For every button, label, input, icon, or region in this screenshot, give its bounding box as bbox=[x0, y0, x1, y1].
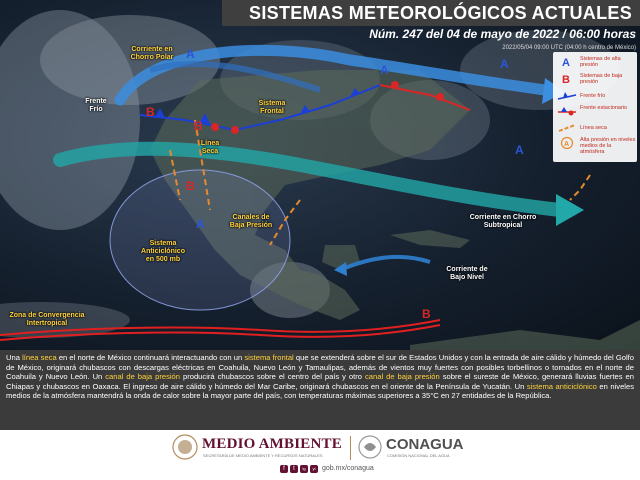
desc-highlight-anticyclone: sistema anticiclónico bbox=[526, 381, 597, 391]
medio-ambiente-name: MEDIO AMBIENTE bbox=[202, 436, 342, 452]
desc-text-5: sobre el sureste de México, generará lluvias fuertes en Chiapas y chubascos en Oaxaca. El ingreso de aire cálido y húmedo del Mar Caribe, originará chubascos en el oriente de la Península de Yucatán. Un bbox=[6, 372, 634, 391]
svg-text:A: A bbox=[564, 141, 570, 148]
conagua-logo-icon bbox=[358, 435, 382, 459]
high-pressure-marker-2: A bbox=[380, 63, 389, 77]
stationary-front-icon bbox=[556, 104, 578, 118]
legend-label-mid-high: Alta presión en niveles medios de la atmósfera bbox=[580, 137, 636, 155]
medio-ambiente-subtitle: SECRETARÍA DE MEDIO AMBIENTE Y RECURSOS NATURALES bbox=[203, 453, 323, 458]
desc-highlight-frontal-system: sistema frontal bbox=[244, 353, 294, 362]
legend-item-stationary bbox=[555, 104, 635, 118]
label-subtropical-jet: Corriente en Chorro Subtropical bbox=[469, 214, 537, 229]
image-timestamp: 2022/05/04 09:00 UTC (04:00 h centro de México) bbox=[502, 45, 636, 51]
high-pressure-marker-3: A bbox=[500, 57, 509, 71]
legend-item-mid-high bbox=[555, 136, 635, 160]
label-anticyclone: Sistema Anticiclónico en 500 mb bbox=[141, 240, 185, 263]
low-pressure-marker-3: B bbox=[186, 179, 195, 193]
instagram-icon[interactable]: ig bbox=[300, 465, 308, 473]
legend-item-cold-front bbox=[555, 89, 635, 103]
low-pressure-icon bbox=[556, 72, 578, 86]
high-pressure-marker-5: A bbox=[196, 217, 205, 231]
mid-level-high-icon bbox=[556, 136, 578, 150]
desc-text-4: producirá chubascos sobre el centro del país y otro bbox=[180, 372, 365, 382]
svg-text:A: A bbox=[562, 57, 570, 69]
label-itcz: Zona de Convergencia Intertropical bbox=[9, 312, 85, 327]
map-legend bbox=[553, 52, 637, 162]
low-pressure-marker-4: B bbox=[422, 307, 431, 321]
label-frontal-system: Sistema Frontal bbox=[258, 100, 286, 115]
desc-text-2: en el norte de México continuará interactuando con un bbox=[56, 353, 245, 362]
twitter-icon[interactable]: t bbox=[290, 465, 298, 473]
desc-text-6: en niveles medios de la atmósfera mantendrá la onda de calor sobre la mayor parte del país, con temperaturas máximas superiores a 35°C en 27 entidades de la República. bbox=[6, 381, 634, 401]
website-link[interactable]: gob.mx/conagua bbox=[322, 465, 374, 472]
legend-label-dry-line: Línea seca bbox=[580, 125, 607, 131]
cold-front-icon bbox=[556, 89, 578, 103]
low-pressure-marker-2: B bbox=[194, 119, 203, 133]
legend-item-low bbox=[555, 72, 635, 86]
label-low-pressure-troughs: Canales de Baja Presión bbox=[229, 214, 273, 229]
legend-item-dry-line bbox=[555, 121, 635, 135]
label-cold-front: Frente Frío bbox=[85, 98, 107, 113]
desc-highlight-trough-1: canal de baja presión bbox=[105, 372, 181, 382]
page-title: SISTEMAS METEOROLÓGICOS ACTUALES bbox=[249, 3, 632, 23]
conagua-subtitle: COMISIÓN NACIONAL DEL AGUA bbox=[387, 453, 450, 458]
desc-text-3: que se extenderá sobre el sur de Estados Unidos y con la entrada de aire cálido y húmedo del Golfo de México, originará chubascos con descargas eléctricas en Coahuila, Nuevo León y Tamaulipas, además de vientos muy fuertes con posibles torbellinos o tornados en el norte de Coahuila y Nuevo León. Un bbox=[6, 353, 634, 382]
label-polar-jet: Corriente en Chorro Polar bbox=[130, 46, 174, 61]
conagua-name: CONAGUA bbox=[386, 436, 464, 453]
legend-label-stationary: Frente estacionario bbox=[580, 105, 628, 111]
legend-label-high: Sistemas de alta presión bbox=[580, 56, 621, 68]
desc-highlight-trough-2: canal de baja presión bbox=[364, 372, 440, 382]
high-pressure-marker-4: A bbox=[515, 143, 524, 157]
dry-line-icon bbox=[556, 121, 578, 135]
legend-label-low: Sistemas de baja presión bbox=[580, 73, 623, 85]
desc-highlight-dry-line: línea seca bbox=[22, 353, 57, 362]
label-dry-line: Línea Seca bbox=[200, 140, 220, 155]
facebook-icon[interactable]: f bbox=[280, 465, 288, 473]
desc-text-1: Una bbox=[6, 353, 23, 362]
high-pressure-icon bbox=[556, 55, 578, 69]
svg-text:B: B bbox=[562, 74, 570, 86]
bulletin-number: Núm. 247 del 04 de mayo de 2022 / 06:00 horas bbox=[369, 27, 636, 41]
high-pressure-marker-1: A bbox=[186, 47, 195, 61]
low-pressure-marker-1: B bbox=[146, 105, 155, 119]
legend-label-cold-front: Frente frío bbox=[580, 93, 606, 99]
trough-3 bbox=[570, 175, 590, 200]
forecast-description bbox=[0, 350, 640, 430]
legend-item-high bbox=[555, 55, 635, 69]
youtube-icon[interactable]: yt bbox=[310, 465, 318, 473]
government-seal-icon bbox=[172, 434, 198, 460]
label-low-level-current: Corriente de Bajo Nivel bbox=[446, 266, 488, 281]
footer-divider bbox=[350, 436, 351, 460]
